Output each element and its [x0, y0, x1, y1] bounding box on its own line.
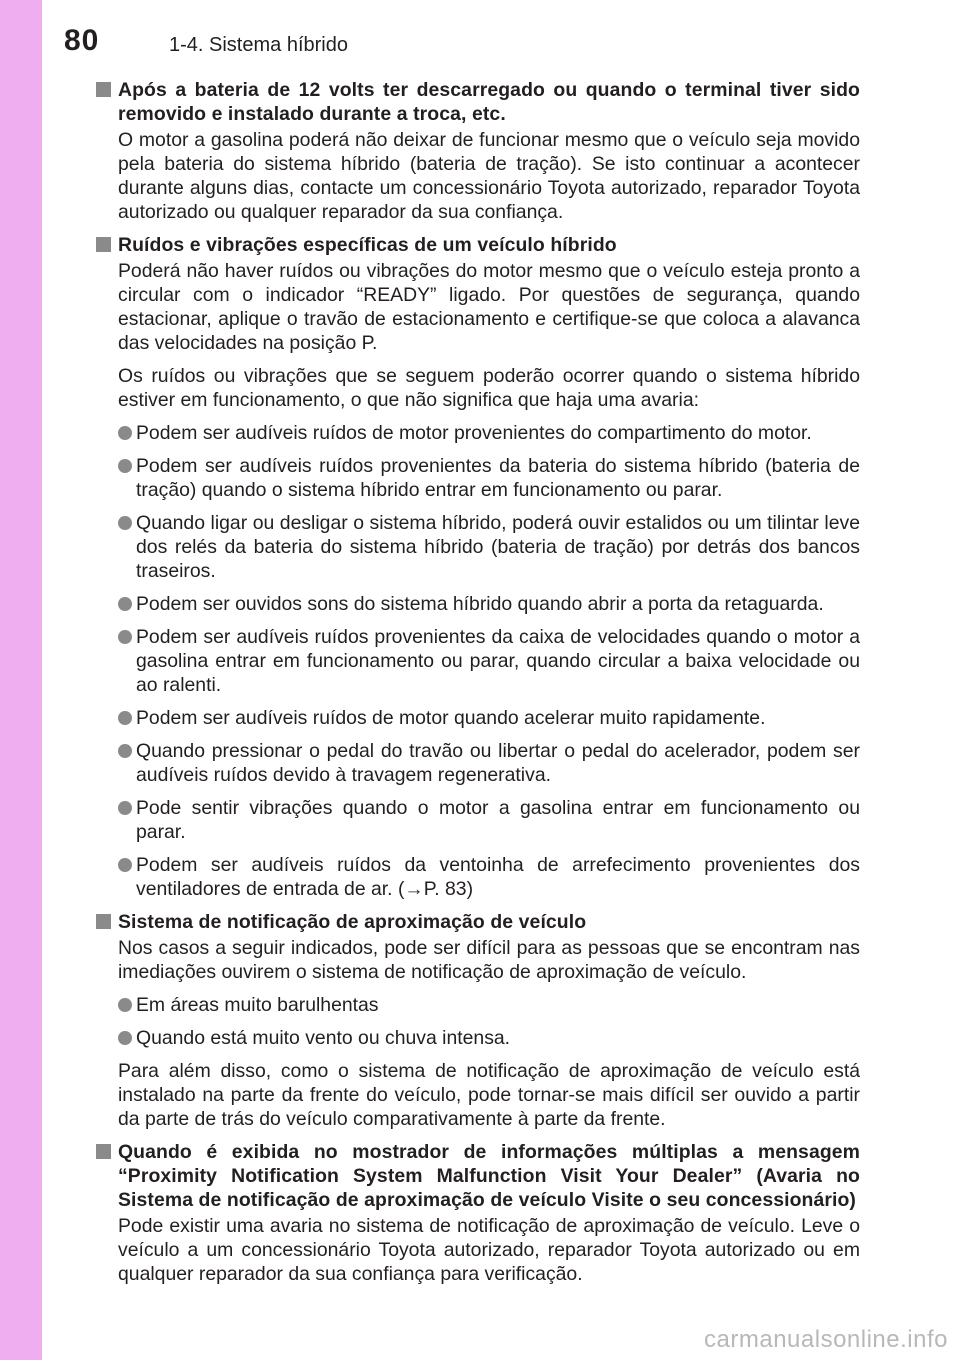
circle-bullet-icon [118, 711, 132, 725]
paragraph: Os ruídos ou vibrações que se seguem poderão ocorrer quando o sistema híbrido estiver em funcionamento, o que não significa que haja uma avaria: [118, 365, 860, 411]
list-item [94, 1026, 860, 1050]
square-bullet-icon [96, 914, 111, 929]
list-item [94, 592, 860, 616]
circle-bullet-icon [118, 801, 132, 815]
list-item [94, 993, 860, 1017]
section-heading [94, 233, 860, 257]
circle-bullet-icon [118, 516, 132, 530]
list-item-text: Em áreas muito barulhentas [136, 994, 379, 1016]
paragraph: O motor a gasolina poderá não deixar de funcionar mesmo que o veículo seja movido pela bateria do sistema híbrido (bateria de tração). Se isto continuar a acontecer durante alguns dias, contacte um concessionário Toyota autorizado, reparador Toyota autorizado ou qualquer reparador da sua confiança. [118, 129, 860, 223]
circle-bullet-icon [118, 998, 132, 1012]
list-item [94, 625, 860, 697]
heading-text: Quando é exibida no mostrador de informações múltiplas a mensagem “Proximity Notification System Malfunction Visit Your Dealer” (Avaria no Sistema de notificação de aproximação de veículo Visite o seu concessionário) [118, 1141, 860, 1211]
list-item-text: Quando pressionar o pedal do travão ou libertar o pedal do acelerador, podem ser audíveis ruídos devido à travagem regenerativa. [136, 740, 860, 786]
list-item-text: Podem ser audíveis ruídos de motor quando acelerar muito rapidamente. [136, 707, 766, 729]
heading-text: Sistema de notificação de aproximação de veículo [118, 911, 587, 933]
list-item [94, 853, 860, 901]
circle-bullet-icon [118, 459, 132, 473]
list-item-text: Quando está muito vento ou chuva intensa. [136, 1027, 511, 1049]
list-item [94, 796, 860, 844]
paragraph: Para além disso, como o sistema de notificação de aproximação de veículo está instalado na parte da frente do veículo, pode tornar-se mais difícil ser ouvido a partir da parte de trás do veículo comparativamente à parte da frente. [118, 1060, 860, 1130]
square-bullet-icon [96, 1144, 111, 1159]
page-content [94, 78, 860, 1295]
section-noise-vibration [94, 233, 860, 901]
list-item-text: Podem ser audíveis ruídos provenientes da bateria do sistema híbrido (bateria de tração) quando o sistema híbrido entrar em funcionamento ou parar. [136, 455, 860, 501]
list-item-text: Podem ser audíveis ruídos de motor provenientes do compartimento do motor. [136, 422, 812, 444]
section-12v-battery [94, 78, 860, 224]
paragraph: Nos casos a seguir indicados, pode ser difícil para as pessoas que se encontram nas imediações ouvirem o sistema de notificação de aproximação de veículo. [118, 937, 860, 983]
list-item-text: Podem ser audíveis ruídos provenientes da caixa de velocidades quando o motor a gasolina entrar em funcionamento ou parar, quando circular a baixa velocidade ou ao ralenti. [136, 626, 860, 696]
paragraph: Poderá não haver ruídos ou vibrações do motor mesmo que o veículo esteja pronto a circular com o indicador “READY” ligado. Por questões de segurança, quando estacionar, aplique o travão de estacionamento e certifique-se que coloca a alavanca das velocidades na posição P. [118, 260, 860, 354]
list-item [94, 739, 860, 787]
list-item-text: Quando ligar ou desligar o sistema híbrido, poderá ouvir estalidos ou um tilintar leve dos relés da bateria do sistema híbrido (bateria de tração) por detrás dos bancos traseiros. [136, 512, 860, 582]
heading-text: Após a bateria de 12 volts ter descarregado ou quando o terminal tiver sido removido e instalado durante a troca, etc. [118, 79, 860, 125]
section-malfunction-message [94, 1140, 860, 1286]
page-side-tab [0, 0, 42, 1360]
section-heading [94, 78, 860, 126]
watermark: carmanualsonline.info [704, 1326, 948, 1353]
page-number: 80 [64, 24, 100, 57]
circle-bullet-icon [118, 744, 132, 758]
square-bullet-icon [96, 237, 111, 252]
section-approach-notification [94, 910, 860, 1131]
circle-bullet-icon [118, 597, 132, 611]
list-item [94, 511, 860, 583]
list-item [94, 421, 860, 445]
section-heading [94, 910, 860, 934]
list-item-text: Podem ser ouvidos sons do sistema híbrido quando abrir a porta da retaguarda. [136, 593, 824, 615]
circle-bullet-icon [118, 426, 132, 440]
circle-bullet-icon [118, 1031, 132, 1045]
heading-text: Ruídos e vibrações específicas de um veículo híbrido [118, 234, 617, 256]
list-item [94, 454, 860, 502]
list-item-text: Podem ser audíveis ruídos da ventoinha de arrefecimento provenientes dos ventiladores de entrada de ar. (→P. 83) [136, 854, 860, 900]
paragraph: Pode existir uma avaria no sistema de notificação de aproximação de veículo. Leve o veículo a um concessionário Toyota autorizado, reparador Toyota autorizado ou em qualquer reparador da sua confiança para verificação. [118, 1215, 860, 1285]
section-heading [94, 1140, 860, 1212]
circle-bullet-icon [118, 858, 132, 872]
circle-bullet-icon [118, 630, 132, 644]
list-item [94, 706, 860, 730]
section-title: 1-4. Sistema híbrido [169, 34, 348, 56]
list-item-text: Pode sentir vibrações quando o motor a gasolina entrar em funcionamento ou parar. [136, 797, 860, 843]
square-bullet-icon [96, 82, 111, 97]
